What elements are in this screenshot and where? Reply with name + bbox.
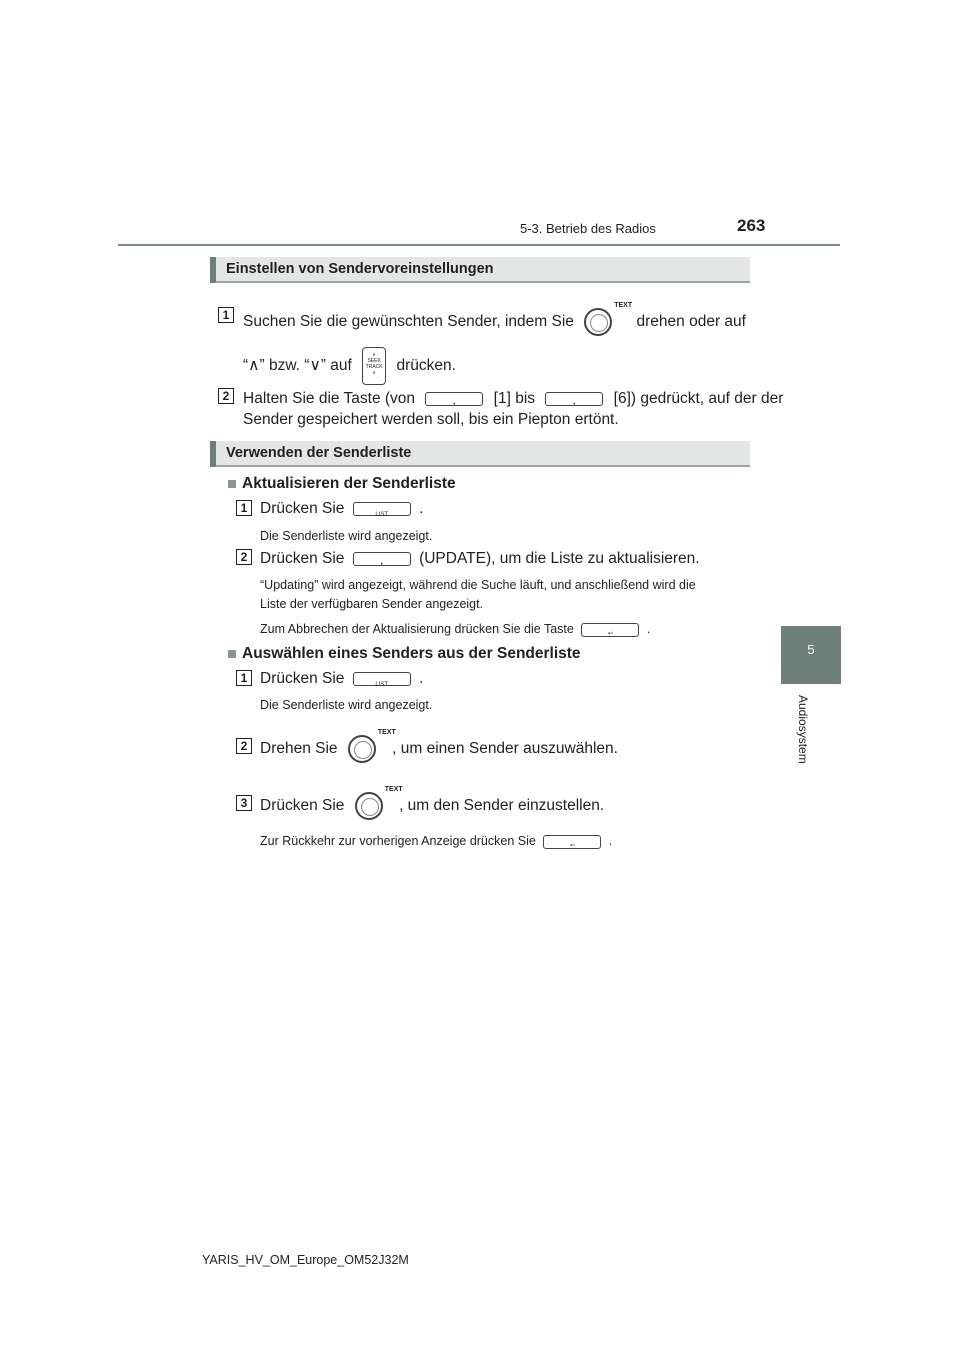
back-button-icon: ↩ [543, 835, 601, 849]
chapter-number: 5 [807, 642, 815, 657]
step-text: Suchen Sie die gewünschten Sender, indem Sie TEXT drehen oder auf [243, 308, 746, 336]
section-header-presets [210, 257, 750, 283]
step-note: Die Senderliste wird angezeigt. [260, 698, 433, 712]
step-note: “Updating” wird angezeigt, während die Suche läuft, und anschließend wird die [260, 578, 696, 592]
step-note: Liste der verfügbaren Sender angezeigt. [260, 597, 484, 611]
step-text: Drehen Sie TEXT , um einen Sender auszuwählen. [260, 735, 618, 763]
list-button-icon: LIST [353, 502, 411, 516]
seek-track-button-icon: ∧ SEEK TRACK ∨ [362, 347, 386, 385]
page-number: 263 [737, 216, 766, 235]
subheading: Aktualisieren der Senderliste [228, 475, 456, 493]
header-divider [118, 244, 840, 246]
step-number: 2 [236, 549, 252, 565]
back-button-icon: ↩ [581, 623, 639, 637]
tune-knob-icon: TEXT [355, 792, 383, 820]
step-number: 2 [218, 388, 234, 404]
step-number: 1 [218, 307, 234, 323]
preset-button-icon: • [425, 392, 483, 406]
step-number: 3 [236, 795, 252, 811]
step-number: 1 [236, 500, 252, 516]
square-bullet-icon [228, 650, 236, 658]
step-text: Drücken Sie • (UPDATE), um die Liste zu aktualisieren. [260, 550, 700, 568]
update-button-icon: • [353, 552, 411, 566]
step-number: 2 [236, 738, 252, 754]
step-note: Zur Rückkehr zur vorherigen Anzeige drücken Sie ↩ . [260, 834, 613, 849]
square-bullet-icon [228, 480, 236, 488]
section-reference: 5-3. Betrieb des Radios [520, 221, 656, 236]
preset-button-icon: • [545, 392, 603, 406]
tune-knob-icon: TEXT [584, 308, 612, 336]
section-title: Einstellen von Sendervoreinstellungen [226, 261, 494, 277]
step-text: Drücken Sie LIST . [260, 500, 424, 518]
step-number: 1 [236, 670, 252, 686]
step-text: Drücken Sie TEXT , um den Sender einzustellen. [260, 792, 604, 820]
subheading: Auswählen eines Senders aus der Senderliste [228, 645, 581, 663]
step-text: Drücken Sie LIST . [260, 670, 424, 688]
step-text-line2: Sender gespeichert werden soll, bis ein Piepton ertönt. [243, 411, 619, 428]
step-note: Zum Abbrechen der Aktualisierung drücken Sie die Taste ↩ . [260, 622, 651, 637]
step-text: Halten Sie die Taste (von • [1] bis • [6]) gedrückt, auf der der [243, 390, 784, 408]
section-title: Verwenden der Senderliste [226, 445, 412, 461]
step-text-line2: “∧” bzw. “∨” auf ∧ SEEK TRACK ∨ drücken. [243, 347, 456, 385]
step-note: Die Senderliste wird angezeigt. [260, 529, 433, 543]
list-button-icon: LIST [353, 672, 411, 686]
chapter-label: Audiosystem [796, 695, 810, 764]
tune-knob-icon: TEXT [348, 735, 376, 763]
section-header-station-list [210, 441, 750, 467]
document-id-footer: YARIS_HV_OM_Europe_OM52J32M [202, 1253, 409, 1267]
